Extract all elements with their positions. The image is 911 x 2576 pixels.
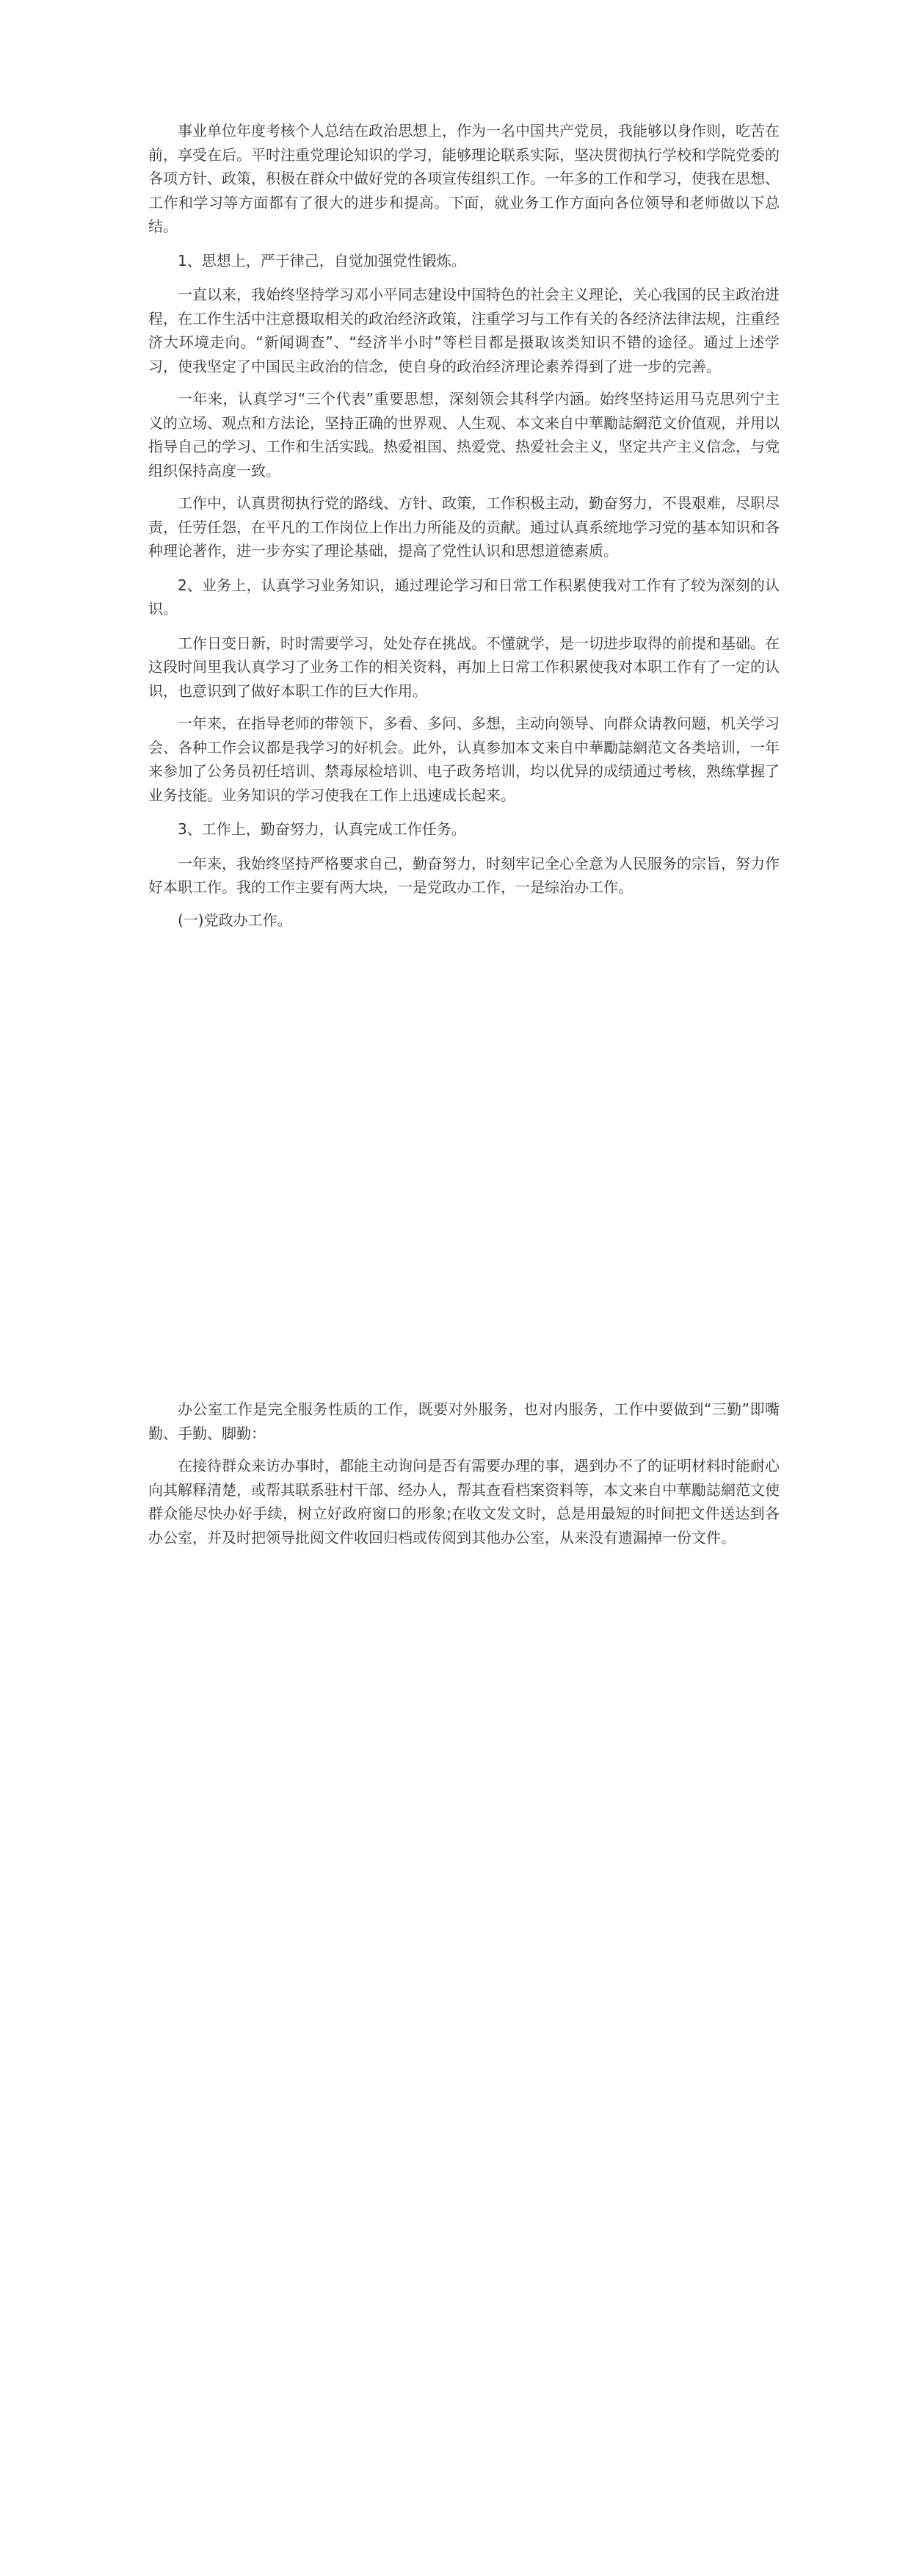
paragraph-training: 一年来，在指导老师的带领下，多看、多问、多想，主动向领导、向群众请教问题，机关学习会、各种工作会议都是我学习的好机会。此外，认真参加本文来自中華勵誌網范文各类培训，一年来参加了公务员初任培训、禁毒尿检培训、电子政务培训，均以优异的成绩通过考核，熟练掌握了业务技能。业务知识的学习使我在工作上迅速成长起来。 xyxy=(148,714,780,804)
section-heading-work: 3、工作上，勤奋努力，认真完成工作任务。 xyxy=(178,820,466,838)
text-section-top xyxy=(148,119,780,941)
paragraph-three-represents: 一年来，认真学习“三个代表”重要思想，深刻领会其科学内涵。始终坚持运用马克思列宁主义的立场、观点和方法论，坚持正确的世界观、人生观、本文来自中華勵誌網范文价值观，并用以指导自己的学习、工作和生活实践。热爱祖国、热爱党、热爱社会主义，坚定共产主义信念，与党组织保持高度一致。 xyxy=(148,390,780,480)
paragraph-work-duties: 一年来，我始终坚持严格要求自己，勤奋努力，时刻牢记全心全意为人民服务的宗旨，努力作好本职工作。我的工作主要有两大块，一是党政办工作，一是综治办工作。 xyxy=(148,854,780,896)
subsection-heading-party-office: (一)党政办工作。 xyxy=(178,911,292,929)
paragraph-continuous-learning: 工作日变日新，时时需要学习，处处存在挑战。不懂就学，是一切进步取得的前提和基础。在这段时间里我认真学习了业务工作的相关资料，再加上日常工作积累使我对本职工作有了一定的认识，也意识到了做好本职工作的巨大作用。 xyxy=(148,634,780,700)
section-heading-ideology: 1、思想上，严于律己，自觉加强党性锻炼。 xyxy=(178,251,466,269)
paragraph-work-attitude: 工作中，认真贯彻执行党的路线、方针、政策，工作积极主动，勤奋努力，不畏艰难，尽职尽责，任劳任怨，在平凡的工作岗位上作出力所能及的贡献。通过认真系统地学习党的基本知识和各种理论著作，进一步夯实了理论基础，提高了党性认识和思想道德素质。 xyxy=(148,494,780,560)
intro-paragraph: 事业单位年度考核个人总结在政治思想上，作为一名中国共产党员，我能够以身作则，吃苦在前，享受在后。平时注重党理论知识的学习，能够理论联系实际，坚决贯彻执行学校和学院党委的各项方针、政策，积极在群众中做好党的各项宣传组织工作。一年多的工作和学习，使我在思想、工作和学习等方面都有了很大的进步和提高。下面，就业务工作方面向各位领导和老师做以下总结。 xyxy=(148,122,780,235)
section-heading-business: 2、业务上，认真学习业务知识，通过理论学习和日常工作积累使我对工作有了较为深刻的认识。 xyxy=(148,576,780,618)
paragraph-reception: 在接待群众来访办事时，都能主动询问是否有需要办理的事，遇到办不了的证明材料时能耐心向其解释清楚，或帮其联系驻村干部、经办人，帮其查看档案资料等，本文来自中華勵誌網范文使群众能尽快办好手续，树立好政府窗口的形象;在收文发文时，总是用最短的时间把文件送达到各办公室，并及时把领导批阅文件收回归档或传阅到其他办公室，从来没有遗漏掉一份文件。 xyxy=(148,1457,780,1546)
paragraph-theory-study: 一直以来，我始终坚持学习邓小平同志建设中国特色的社会主义理论，关心我国的民主政治进程，在工作生活中注意摄取相关的政治经济政策，注重学习与工作有关的各经济法律法规，注重经济大环境走向。“新闻调查”、“经济半小时”等栏目都是摄取该类知识不错的途径。通过上述学习，使我坚定了中国民主政治的信念，使自身的政治经济理论素养得到了进一步的完善。 xyxy=(148,286,780,375)
paragraph-office-service: 办公室工作是完全服务性质的工作，既要对外服务，也对内服务，工作中要做到“三勤”即嘴勤、手勤、脚勤： xyxy=(148,1400,780,1442)
text-section-bottom xyxy=(148,1397,780,1558)
